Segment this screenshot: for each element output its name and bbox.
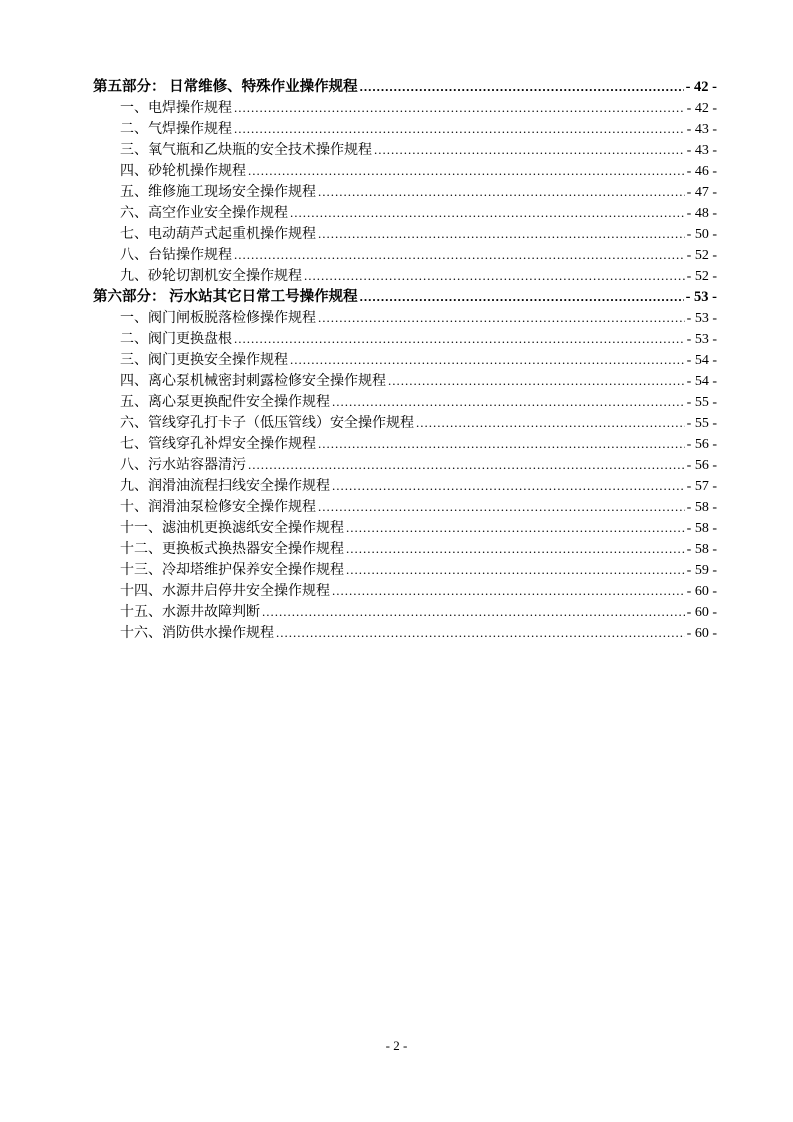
dot-leader bbox=[360, 286, 684, 308]
toc-entry[interactable] bbox=[93, 181, 717, 202]
toc-entry-label: 十三、冷却塔维护保养安全操作规程 bbox=[120, 563, 344, 578]
toc-entry-label: 三、阀门更换安全操作规程 bbox=[120, 353, 288, 368]
page-number: - 46 - bbox=[686, 164, 717, 179]
toc-entry-label: 十五、水源井故障判断 bbox=[120, 605, 260, 620]
toc-entry[interactable] bbox=[93, 538, 717, 559]
toc-entry-label: 十一、滤油机更换滤纸安全操作规程 bbox=[120, 521, 344, 536]
toc-entry-label: 二、气焊操作规程 bbox=[120, 122, 232, 137]
page-number: - 47 - bbox=[686, 185, 717, 200]
toc-entry[interactable] bbox=[93, 160, 717, 181]
dot-leader bbox=[332, 475, 685, 497]
page-number: - 53 - bbox=[685, 289, 717, 305]
page-footer: - 2 - bbox=[385, 1038, 408, 1053]
toc-entry-label: 六、高空作业安全操作规程 bbox=[120, 206, 288, 221]
page-number: - 53 - bbox=[686, 311, 717, 326]
toc-entry[interactable] bbox=[93, 223, 717, 244]
toc-entry-label: 十六、消防供水操作规程 bbox=[120, 626, 274, 641]
toc-entry-label: 五、维修施工现场安全操作规程 bbox=[120, 185, 316, 200]
page-number: - 58 - bbox=[686, 521, 717, 536]
toc-entry[interactable] bbox=[93, 349, 717, 370]
toc-entry-label: 七、电动葫芦式起重机操作规程 bbox=[120, 227, 316, 242]
dot-leader bbox=[304, 265, 685, 287]
dot-leader bbox=[318, 433, 685, 455]
toc-section-title: 第五部分： 日常维修、特殊作业操作规程 bbox=[93, 79, 358, 95]
toc-entry-label: 一、电焊操作规程 bbox=[120, 101, 232, 116]
toc-entry-label: 三、氧气瓶和乙炔瓶的安全技术操作规程 bbox=[120, 143, 372, 158]
dot-leader bbox=[248, 454, 685, 476]
toc-entry-label: 十四、水源井启停井安全操作规程 bbox=[120, 584, 330, 599]
page-number: - 55 - bbox=[686, 416, 717, 431]
dot-leader bbox=[290, 202, 685, 224]
toc-section-title: 第六部分： 污水站其它日常工号操作规程 bbox=[93, 289, 358, 305]
dot-leader bbox=[234, 244, 685, 266]
page-number: - 56 - bbox=[686, 458, 717, 473]
toc-entry-label: 四、砂轮机操作规程 bbox=[120, 164, 246, 179]
page-number: - 56 - bbox=[686, 437, 717, 452]
toc-entry-label: 九、砂轮切割机安全操作规程 bbox=[120, 269, 302, 284]
toc-entry-label: 八、污水站容器清污 bbox=[120, 458, 246, 473]
page-number: - 60 - bbox=[686, 626, 717, 641]
toc-entry[interactable] bbox=[93, 580, 717, 601]
toc-entry-label: 五、离心泵更换配件安全操作规程 bbox=[120, 395, 330, 410]
dot-leader bbox=[290, 349, 685, 371]
toc-entry-label: 七、管线穿孔补焊安全操作规程 bbox=[120, 437, 316, 452]
page-number: - 42 - bbox=[685, 79, 717, 95]
toc-entry-label: 九、润滑油流程扫线安全操作规程 bbox=[120, 479, 330, 494]
toc-entry[interactable] bbox=[93, 202, 717, 223]
toc-entry[interactable] bbox=[93, 139, 717, 160]
toc-entry[interactable] bbox=[93, 391, 717, 412]
toc-entry[interactable] bbox=[93, 496, 717, 517]
toc-entry[interactable] bbox=[93, 244, 717, 265]
page-number: - 52 - bbox=[686, 248, 717, 263]
toc-entry-label: 一、阀门闸板脱落检修操作规程 bbox=[120, 311, 316, 326]
page-number: - 60 - bbox=[686, 584, 717, 599]
page-number: - 57 - bbox=[686, 479, 717, 494]
toc-entry[interactable] bbox=[93, 265, 717, 286]
toc-entry[interactable] bbox=[93, 307, 717, 328]
toc-entry-label: 八、台钻操作规程 bbox=[120, 248, 232, 263]
page-number: - 54 - bbox=[686, 374, 717, 389]
page-number: - 59 - bbox=[686, 563, 717, 578]
dot-leader bbox=[332, 580, 685, 602]
dot-leader bbox=[318, 223, 685, 245]
dot-leader bbox=[234, 118, 685, 140]
toc-entry[interactable] bbox=[93, 559, 717, 580]
page-number: - 58 - bbox=[686, 500, 717, 515]
page-number: - 43 - bbox=[686, 122, 717, 137]
dot-leader bbox=[346, 517, 685, 539]
page-number: - 58 - bbox=[686, 542, 717, 557]
dot-leader bbox=[262, 601, 685, 623]
dot-leader bbox=[346, 538, 685, 560]
toc-section-heading[interactable] bbox=[93, 76, 717, 97]
dot-leader bbox=[276, 622, 685, 644]
page-number: - 42 - bbox=[686, 101, 717, 116]
toc-entry[interactable] bbox=[93, 517, 717, 538]
page-number: - 52 - bbox=[686, 269, 717, 284]
page-number: - 50 - bbox=[686, 227, 717, 242]
toc-entry[interactable] bbox=[93, 118, 717, 139]
toc-entry[interactable] bbox=[93, 454, 717, 475]
toc-entry[interactable] bbox=[93, 370, 717, 391]
dot-leader bbox=[416, 412, 685, 434]
dot-leader bbox=[374, 139, 685, 161]
page-number: - 55 - bbox=[686, 395, 717, 410]
page-number: - 60 - bbox=[686, 605, 717, 620]
dot-leader bbox=[318, 181, 685, 203]
toc-entry-label: 十二、更换板式换热器安全操作规程 bbox=[120, 542, 344, 557]
toc-entry[interactable] bbox=[93, 412, 717, 433]
page-number: - 43 - bbox=[686, 143, 717, 158]
dot-leader bbox=[318, 496, 685, 518]
toc-entry-label: 二、阀门更换盘根 bbox=[120, 332, 232, 347]
toc-entry[interactable] bbox=[93, 622, 717, 643]
dot-leader bbox=[360, 76, 684, 98]
toc-entry[interactable] bbox=[93, 475, 717, 496]
document-page bbox=[93, 76, 717, 643]
dot-leader bbox=[388, 370, 685, 392]
toc-section-heading[interactable] bbox=[93, 286, 717, 307]
dot-leader bbox=[248, 160, 685, 182]
dot-leader bbox=[346, 559, 685, 581]
toc-entry[interactable] bbox=[93, 328, 717, 349]
toc-entry[interactable] bbox=[93, 433, 717, 454]
toc-entry-label: 六、管线穿孔打卡子（低压管线）安全操作规程 bbox=[120, 416, 414, 431]
toc-entry-label: 十、润滑油泵检修安全操作规程 bbox=[120, 500, 316, 515]
dot-leader bbox=[234, 328, 685, 350]
dot-leader bbox=[234, 97, 685, 119]
toc-entry[interactable] bbox=[93, 601, 717, 622]
page-number: - 53 - bbox=[686, 332, 717, 347]
page-number: - 48 - bbox=[686, 206, 717, 221]
toc-entry[interactable] bbox=[93, 97, 717, 118]
toc-entry-label: 四、离心泵机械密封刺露检修安全操作规程 bbox=[120, 374, 386, 389]
dot-leader bbox=[318, 307, 685, 329]
dot-leader bbox=[332, 391, 685, 413]
page-number: - 54 - bbox=[686, 353, 717, 368]
